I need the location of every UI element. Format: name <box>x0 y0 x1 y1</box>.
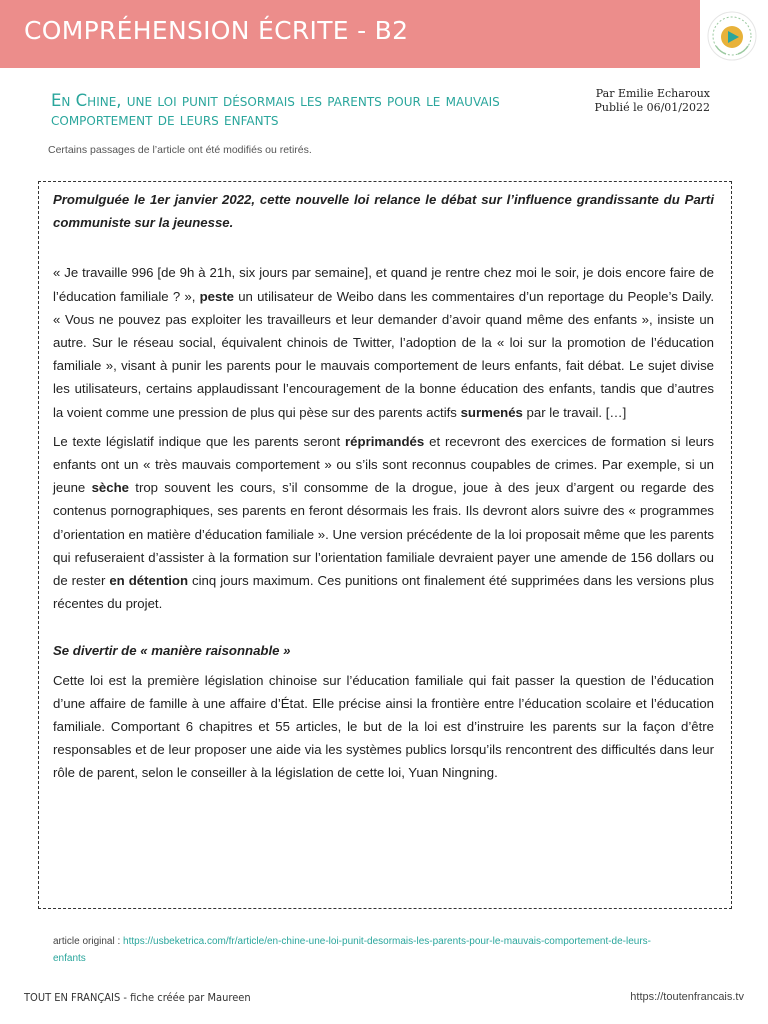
paragraph-3: Cette loi est la première législation chinoise sur l’éducation familiale qui fait passer la question de l’éducation d’une affaire de famille à une affaire d’État. Elle précise ainsi la frontière entre l’éducation scolaire et l’éducation familiale. Comportant 6 chapitres et 55 articles, le but de la loi est d’instruire les parents sur la façon d’être responsables et de leur proposer une aide via les systèmes publics lorsqu’ils rencontrent des difficultés dans leur rôle de parent, selon le conseiller à la législation de cette loi, Yuan Ningning. <box>53 672 714 781</box>
byline <box>560 87 710 115</box>
p1-text-e: par le travail. […] <box>522 404 627 420</box>
vocab-en-detention: en détention <box>109 573 189 589</box>
footer-credit: TOUT EN FRANÇAIS - fiche créée par Maureen <box>24 991 251 1004</box>
section-subheading: Se divertir de « manière raisonnable » <box>53 643 291 659</box>
edit-notice: Certains passages de l’article ont été modifiés ou retirés. <box>48 144 312 156</box>
paragraph-1 <box>53 261 714 423</box>
vocab-surmenes: surmenés <box>460 404 523 420</box>
author: Par Emilie Echaroux <box>595 87 710 100</box>
p1-text-a: « Je travaille 996 [de 9h à 21h, six jours par semaine], et quand je rentre chez moi le soir, je dois encore faire de l’éducation familiale ? », <box>53 265 714 304</box>
p2-text-e: trop souvent les cours, s’il consomme de la drogue, joue à des jeux d’argent ou regarde des contenus pornographiques, ses parents en feront désormais les frais. Ils devront alors suivre des « programmes d’orientation en matière d’éducation familiale ». Une version précédente de la loi proposait même que les parents qui refuseraient d’assister à la formation sur l’orientation familiale devraient payer une amende de 156 dollars ou de rester <box>53 480 714 589</box>
source-citation <box>53 933 653 967</box>
p1-text-c: un utilisateur de Weibo dans les commentaires d’un reportage du People’s Daily. « Vous ne pouvez pas exploiter les travailleurs et leur demander d’avoir quand même des enfants », insiste un autre. Sur le réseau social, équivalent chinois de Twitter, l’adoption de la « loi sur la promotion de l’éducation familiale », visant à punir les parents pour le mauvais comportement de leurs enfants, fait débat. Le sujet divise les utilisateurs, certains applaudissant l’encouragement de la bonne éducation des enfants, tandis que d’autres la voient comme une pression de plus qui pèse sur des parents actifs <box>53 288 714 420</box>
header-banner <box>0 0 700 68</box>
play-logo-icon <box>706 10 758 62</box>
p2-text-g: cinq jours maximum. Ces punitions ont finalement été supprimées dans les versions plus récentes du projet. <box>53 573 714 612</box>
article-lead: Promulguée le 1er janvier 2022, cette nouvelle loi relance le débat sur l’influence grandissante du Parti communiste sur la jeunesse. <box>53 192 714 231</box>
vocab-peste: peste <box>199 288 235 304</box>
footer-website-link[interactable]: https://toutenfrancais.tv <box>630 991 744 1003</box>
source-label: article original : <box>53 936 124 947</box>
vocab-reprimandes: réprimandés <box>345 433 425 449</box>
article-headline: En Chine, une loi punit désormais les parents pour le mauvais comportement de leurs enfants <box>51 91 500 129</box>
article-body <box>53 188 714 785</box>
vocab-seche: sèche <box>91 480 129 496</box>
page-title: COMPRÉHENSION ÉCRITE - B2 <box>24 16 409 45</box>
publication-date: Publié le 06/01/2022 <box>594 101 710 114</box>
source-link[interactable]: https://usbeketrica.com/fr/article/en-chine-une-loi-punit-desormais-les-parents-pour-le-mauvais-comportement-de-leurs-enfants <box>53 936 652 964</box>
p2-text-a: Le texte législatif indique que les parents seront <box>53 433 346 449</box>
article-box <box>38 181 732 909</box>
paragraph-2 <box>53 430 714 616</box>
tout-en-francais-logo[interactable] <box>706 10 758 62</box>
p2-text-c: et recevront des exercices de formation si leurs enfants ont un « très mauvais comportement » ou s’ils sont reconnus coupables de crimes. Par exemple, si un jeune <box>53 433 714 496</box>
